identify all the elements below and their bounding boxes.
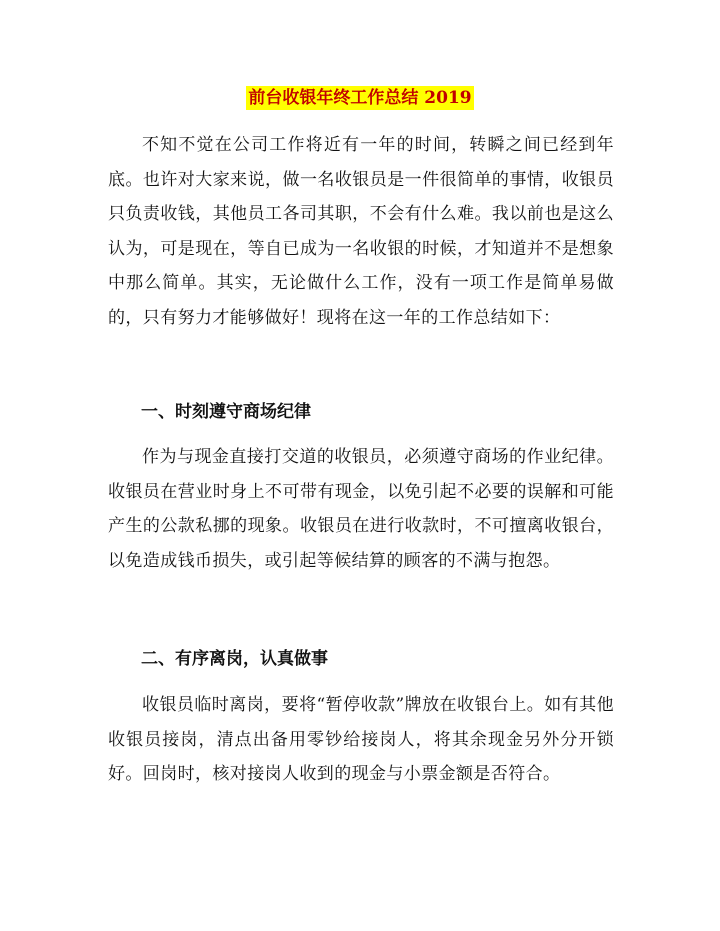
paragraph-intro: 不知不觉在公司工作将近有一年的时间，转瞬之间已经到年底。也许对大家来说，做一名收银员是一件很简单的事情，收银员只负责收钱，其他员工各司其职，不会有什么难。我以前也是这么认为，可是现在，等自已成为一名收银的时候，才知道并不是想象中那么简单。其实，无论做什么工作，没有一项工作是简单易做的，只有努力才能够做好！现将在这一年的工作总结如下： [108,135,614,328]
paragraph-section-1: 作为与现金直接打交道的收银员，必须遵守商场的作业纪律。收银员在营业时身上不可带有现金，以免引起不必要的误解和可能产生的公款私挪的现象。收银员在进行收款时，不可擅离收银台，以免造成钱币损失，或引起等候结算的顾客的不满与抱怨。 [108,447,614,571]
section-heading-1: 一、时刻遵守商场纪律 [141,402,311,422]
paragraph-section-2: 收银员临时离岗，要将“暂停收款”牌放在收银台上。如有其他收银员接岗，清点出备用零钞给接岗人，将其余现金另外分开锁好。回岗时，核对接岗人收到的现金与小票金额是否符合。 [108,695,614,784]
section-heading-2: 二、有序离岗，认真做事 [141,649,328,669]
document-title: 前台收银年终工作总结 2019 [248,88,472,108]
title-container [0,86,720,110]
